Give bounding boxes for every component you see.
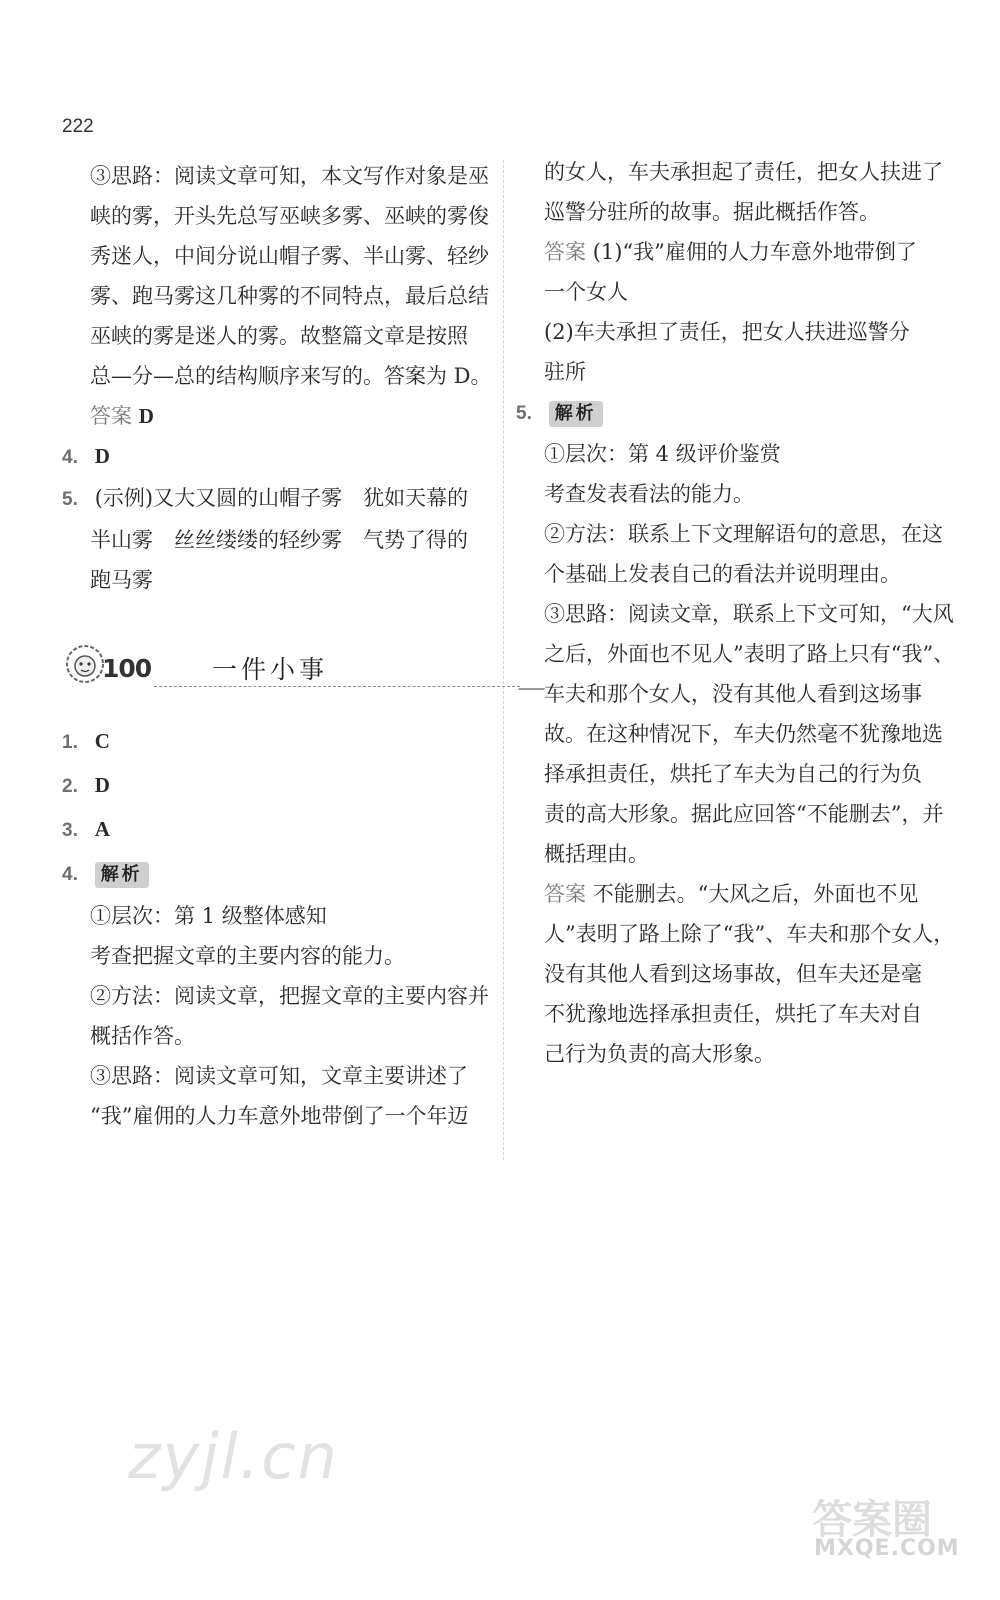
lesson-answer-item bbox=[62, 720, 492, 764]
question-number: 4. bbox=[62, 447, 78, 468]
q4-analysis-line: 的女人，车夫承担起了责任，把女人扶进了 bbox=[544, 160, 943, 184]
answer-label: 答案 bbox=[544, 240, 586, 264]
page-number: 222 bbox=[62, 116, 94, 137]
q5-analysis-line: 择承担责任，烘托了车夫为自己的行为负 bbox=[544, 762, 922, 786]
q3-analysis-line: 秀迷人，中间分说山帽子雾、半山雾、轻纱 bbox=[90, 244, 489, 268]
q4-analysis-line: 概括作答。 bbox=[90, 1024, 195, 1048]
answer-text: (1)“我”雇佣的人力车意外地带倒了 bbox=[592, 240, 917, 264]
answer-value: D bbox=[94, 773, 110, 797]
question-number: 2. bbox=[62, 776, 78, 797]
q5-text: (示例)又大又圆的山帽子雾 犹如天幕的 bbox=[94, 486, 469, 510]
mxqe-url-watermark: MXQE.COM bbox=[814, 1536, 960, 1561]
q5-answer-line: 半山雾 丝丝缕缕的轻纱雾 气势了得的 bbox=[90, 528, 468, 552]
q5-analysis-line: ②方法：联系上下文理解语句的意思，在这 bbox=[544, 522, 943, 546]
q4-analysis-line: ③思路：阅读文章可知，文章主要讲述了 bbox=[90, 1064, 468, 1088]
q5-analysis-line: 个基础上发表自己的看法并说明理由。 bbox=[544, 562, 901, 586]
q5-answer-line: 人”表明了路上除了“我”、车夫和那个女人， bbox=[544, 922, 955, 946]
answer-value: D bbox=[94, 444, 110, 468]
q3-analysis-line: 巫峡的雾是迷人的雾。故整篇文章是按照 bbox=[90, 324, 468, 348]
left-column bbox=[62, 156, 492, 600]
q4-answer-line: 一个女人 bbox=[544, 280, 628, 304]
lesson-title: 一件小事 bbox=[212, 655, 329, 684]
lesson-answers bbox=[62, 720, 492, 1136]
q5-analysis-line: 概括理由。 bbox=[544, 842, 649, 866]
answer-value: C bbox=[94, 729, 110, 753]
right-column bbox=[516, 152, 956, 1074]
q5-analysis-heading bbox=[516, 392, 956, 434]
q4-answer bbox=[62, 436, 492, 478]
question-number: 3. bbox=[62, 820, 78, 841]
column-divider bbox=[503, 160, 504, 1160]
question-number: 5. bbox=[62, 489, 78, 510]
q5-analysis-line: ①层次：第 4 级评价鉴赏 bbox=[544, 442, 781, 466]
q4-analysis-line: ①层次：第 1 级整体感知 bbox=[90, 904, 327, 928]
q5-answer-line: 己行为负责的高大形象。 bbox=[544, 1042, 775, 1066]
q3-analysis-line: 雾、跑马雾这几种雾的不同特点，最后总结 bbox=[90, 284, 489, 308]
q5-answer-line: 没有其他人看到这场事故，但车夫还是毫 bbox=[544, 962, 922, 986]
analysis-badge: 解析 bbox=[95, 862, 149, 888]
q4-analysis-heading bbox=[62, 852, 492, 896]
analysis-badge: 解析 bbox=[549, 401, 603, 427]
q5-answer-line: 跑马雾 bbox=[90, 568, 153, 592]
q4-analysis-line: “我”雇佣的人力车意外地带倒了一个年迈 bbox=[90, 1104, 469, 1128]
q5-analysis-line: 车夫和那个女人，没有其他人看到这场事 bbox=[544, 682, 922, 706]
q4-answer-line bbox=[516, 232, 956, 272]
q5-analysis-line: 之后，外面也不见人”表明了路上只有“我”、 bbox=[544, 642, 955, 666]
question-number: 4. bbox=[62, 864, 78, 885]
q5-analysis-line: 考查发表看法的能力。 bbox=[544, 482, 754, 506]
q3-analysis-line: 峡的雾，开头先总写巫峡多雾、巫峡的雾俊 bbox=[90, 204, 489, 228]
answer-label: 答案 bbox=[90, 404, 132, 428]
q3-analysis-line: 总—分—总的结构顺序来写的。答案为 D。 bbox=[90, 364, 492, 388]
q3-answer bbox=[62, 396, 492, 436]
answer-label: 答案 bbox=[544, 882, 586, 906]
answer-value: D bbox=[138, 404, 154, 428]
lesson-underline bbox=[154, 686, 520, 687]
q5-analysis-line: 故。在这种情况下，车夫仍然毫不犹豫地选 bbox=[544, 722, 943, 746]
q4-analysis-line: 巡警分驻所的故事。据此概括作答。 bbox=[544, 200, 880, 224]
answer-text: 不能删去。“大风之后，外面也不见 bbox=[592, 882, 919, 906]
lesson-answer-item bbox=[62, 808, 492, 852]
q5-answer-line: 不犹豫地选择承担责任，烘托了车夫对自 bbox=[544, 1002, 922, 1026]
question-number: 1. bbox=[62, 732, 78, 753]
q4-answer-line: (2)车夫承担了责任，把女人扶进巡警分 bbox=[544, 320, 910, 344]
lesson-header bbox=[62, 640, 492, 700]
mxqe-logo-watermark: 答案圈 bbox=[812, 1497, 932, 1543]
lesson-answer-item bbox=[62, 764, 492, 808]
q4-analysis-line: ②方法：阅读文章，把握文章的主要内容并 bbox=[90, 984, 489, 1008]
q5-analysis-line: ③思路：阅读文章，联系上下文可知，“大风 bbox=[544, 602, 954, 626]
answer-value: A bbox=[94, 817, 110, 841]
q3-analysis-line: ③思路：阅读文章可知，本文写作对象是巫 bbox=[90, 164, 489, 188]
q4-analysis-line: 考查把握文章的主要内容的能力。 bbox=[90, 944, 405, 968]
q5-analysis-line: 责的高大形象。据此应回答“不能删去”，并 bbox=[544, 802, 944, 826]
q5-answer-line bbox=[62, 478, 492, 520]
question-number: 5. bbox=[516, 403, 532, 424]
zyjl-watermark: zyjl.cn bbox=[128, 1420, 339, 1493]
q4-answer-line: 驻所 bbox=[544, 360, 586, 384]
lesson-number: 100 bbox=[102, 654, 152, 683]
q5-answer-line bbox=[516, 874, 956, 914]
